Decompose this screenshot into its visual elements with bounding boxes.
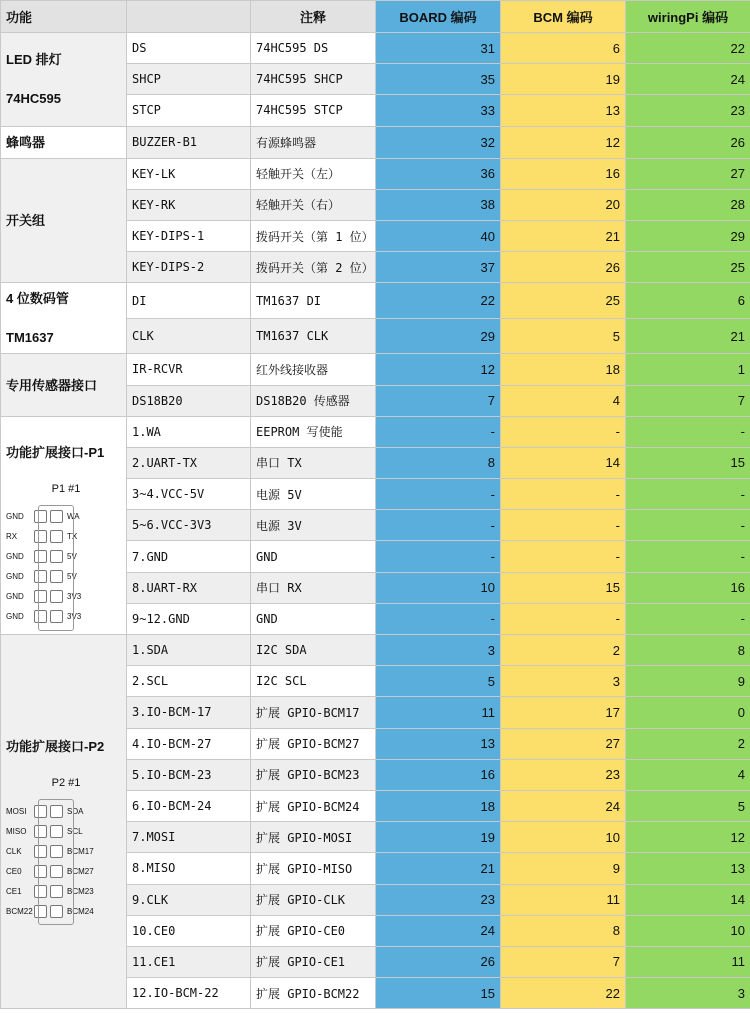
pin-label-right: 5V xyxy=(67,572,77,582)
cell-bcm: 4 xyxy=(501,385,626,416)
cell-name: KEY-DIPS-2 xyxy=(127,252,251,283)
cell-note: 扩展 GPIO-BCM22 xyxy=(251,978,376,1009)
pin-label-right: TX xyxy=(67,532,78,542)
cell-bcm: 26 xyxy=(501,252,626,283)
table-row xyxy=(1,126,750,158)
cell-board: 29 xyxy=(376,318,501,354)
cell-wpi: 27 xyxy=(626,158,750,189)
cell-note: 74HC595 STCP xyxy=(251,95,376,126)
cell-name: 8.MISO xyxy=(127,853,251,884)
cell-board: 5 xyxy=(376,666,501,697)
cell-board: 16 xyxy=(376,759,501,790)
cell-name: 3.IO-BCM-17 xyxy=(127,697,251,728)
cell-bcm: - xyxy=(501,479,626,510)
cell-board: - xyxy=(376,603,501,634)
table-header-row xyxy=(1,1,750,33)
cell-bcm: 16 xyxy=(501,158,626,189)
cell-wpi: 2 xyxy=(626,728,750,759)
pin-label-left: GND xyxy=(6,512,24,522)
cell-board: 31 xyxy=(376,33,501,64)
cell-note: 扩展 GPIO-BCM24 xyxy=(251,790,376,821)
cell-note: 串口 RX xyxy=(251,572,376,603)
pin-label-right: SDA xyxy=(67,806,84,816)
cell-note: 电源 3V xyxy=(251,510,376,541)
cell-bcm: 3 xyxy=(501,666,626,697)
cell-wpi: - xyxy=(626,416,750,447)
cell-wpi: 6 xyxy=(626,283,750,319)
table-row xyxy=(1,158,750,189)
cell-bcm: 19 xyxy=(501,64,626,95)
cell-board: 26 xyxy=(376,946,501,977)
cell-note: I2C SDA xyxy=(251,635,376,666)
cell-note: 串口 TX xyxy=(251,447,376,478)
cell-board: - xyxy=(376,541,501,572)
cell-bcm: 21 xyxy=(501,220,626,251)
cell-note: 扩展 GPIO-BCM23 xyxy=(251,759,376,790)
cell-board: - xyxy=(376,510,501,541)
cell-bcm: 6 xyxy=(501,33,626,64)
pin-label-right: SCL xyxy=(67,826,83,836)
group-label: 开关组 xyxy=(6,212,46,228)
pin-label-left: BCM22 xyxy=(6,906,33,916)
pin-label-right: 5V xyxy=(67,552,77,562)
cell-note: 扩展 GPIO-BCM17 xyxy=(251,697,376,728)
cell-name: 1.WA xyxy=(127,416,251,447)
cell-board: 35 xyxy=(376,64,501,95)
group-led xyxy=(1,33,127,127)
table-row xyxy=(1,354,750,385)
cell-name: IR-RCVR xyxy=(127,354,251,385)
cell-bcm: 23 xyxy=(501,759,626,790)
cell-wpi: 24 xyxy=(626,64,750,95)
cell-bcm: 8 xyxy=(501,915,626,946)
cell-board: 10 xyxy=(376,572,501,603)
group-label: 功能扩展接口-P1 xyxy=(6,444,105,460)
cell-wpi: - xyxy=(626,479,750,510)
pin-label-left: GND xyxy=(6,592,24,602)
cell-bcm: - xyxy=(501,510,626,541)
cell-name: DI xyxy=(127,283,251,319)
cell-wpi: - xyxy=(626,510,750,541)
cell-board: 7 xyxy=(376,385,501,416)
group-label: TM1637 xyxy=(6,330,54,346)
cell-bcm: 17 xyxy=(501,697,626,728)
cell-name: 2.UART-TX xyxy=(127,447,251,478)
cell-bcm: 5 xyxy=(501,318,626,354)
cell-name: 10.CE0 xyxy=(127,915,251,946)
cell-wpi: 10 xyxy=(626,915,750,946)
cell-board: 40 xyxy=(376,220,501,251)
group-p2 xyxy=(1,635,127,1009)
cell-name: 1.SDA xyxy=(127,635,251,666)
cell-note: 扩展 GPIO-CLK xyxy=(251,884,376,915)
pin-label-right: BCM27 xyxy=(67,866,94,876)
p1-diagram-pin-header xyxy=(6,474,126,627)
cell-wpi: 25 xyxy=(626,252,750,283)
cell-bcm: - xyxy=(501,416,626,447)
cell-name: BUZZER-B1 xyxy=(127,126,251,158)
header-bcm: BCM 编码 xyxy=(501,1,626,33)
table-row xyxy=(1,283,750,319)
cell-bcm: 25 xyxy=(501,283,626,319)
cell-board: 37 xyxy=(376,252,501,283)
cell-wpi: 5 xyxy=(626,790,750,821)
cell-name: 11.CE1 xyxy=(127,946,251,977)
pin-label-right: BCM23 xyxy=(67,886,94,896)
pin-label-left: MISO xyxy=(6,826,27,836)
cell-note: 轻触开关（右） xyxy=(251,189,376,220)
cell-name: 4.IO-BCM-27 xyxy=(127,728,251,759)
table-row xyxy=(1,33,750,64)
cell-board: 18 xyxy=(376,790,501,821)
group-seg xyxy=(1,283,127,354)
cell-board: - xyxy=(376,416,501,447)
cell-name: STCP xyxy=(127,95,251,126)
cell-note: I2C SCL xyxy=(251,666,376,697)
cell-bcm: 13 xyxy=(501,95,626,126)
cell-board: 13 xyxy=(376,728,501,759)
cell-note: 74HC595 SHCP xyxy=(251,64,376,95)
pin-label-left: RX xyxy=(6,532,18,542)
cell-wpi: - xyxy=(626,541,750,572)
cell-name: 12.IO-BCM-22 xyxy=(127,978,251,1009)
cell-wpi: 11 xyxy=(626,946,750,977)
header-wiringpi: wiringPi 编码 xyxy=(626,1,750,33)
group-label: 74HC595 xyxy=(6,91,61,107)
cell-name: 7.MOSI xyxy=(127,822,251,853)
cell-note: 74HC595 DS xyxy=(251,33,376,64)
cell-wpi: 8 xyxy=(626,635,750,666)
cell-wpi: 28 xyxy=(626,189,750,220)
cell-wpi: 9 xyxy=(626,666,750,697)
cell-name: DS18B20 xyxy=(127,385,251,416)
cell-board: - xyxy=(376,479,501,510)
cell-name: 7.GND xyxy=(127,541,251,572)
cell-board: 23 xyxy=(376,884,501,915)
cell-wpi: 16 xyxy=(626,572,750,603)
cell-bcm: 22 xyxy=(501,978,626,1009)
cell-name: DS xyxy=(127,33,251,64)
cell-wpi: 4 xyxy=(626,759,750,790)
cell-note: 扩展 GPIO-CE0 xyxy=(251,915,376,946)
pin-label-left: GND xyxy=(6,552,24,562)
cell-wpi: 21 xyxy=(626,318,750,354)
cell-note: 电源 5V xyxy=(251,479,376,510)
header-board: BOARD 编码 xyxy=(376,1,501,33)
cell-bcm: 2 xyxy=(501,635,626,666)
group-p1 xyxy=(1,416,127,634)
pin-header-title: P2 #1 xyxy=(51,777,81,789)
cell-wpi: - xyxy=(626,603,750,634)
cell-board: 12 xyxy=(376,354,501,385)
cell-note: 扩展 GPIO-BCM27 xyxy=(251,728,376,759)
cell-wpi: 12 xyxy=(626,822,750,853)
group-switch xyxy=(1,158,127,283)
cell-note: 轻触开关（左） xyxy=(251,158,376,189)
table-row xyxy=(1,416,750,447)
cell-wpi: 26 xyxy=(626,126,750,158)
cell-note: TM1637 DI xyxy=(251,283,376,319)
cell-note: DS18B20 传感器 xyxy=(251,385,376,416)
cell-bcm: 7 xyxy=(501,946,626,977)
pin-label-left: CLK xyxy=(6,846,22,856)
header-function: 功能 xyxy=(1,1,127,33)
cell-board: 8 xyxy=(376,447,501,478)
cell-name: 8.UART-RX xyxy=(127,572,251,603)
cell-wpi: 23 xyxy=(626,95,750,126)
cell-bcm: 10 xyxy=(501,822,626,853)
table-row xyxy=(1,635,750,666)
pin-label-right: BCM24 xyxy=(67,906,94,916)
pin-label-right: WA xyxy=(67,512,80,522)
pin-label-right: 3V3 xyxy=(67,612,82,622)
group-label: 功能扩展接口-P2 xyxy=(6,739,105,754)
cell-wpi: 15 xyxy=(626,447,750,478)
group-label: 专用传感器接口 xyxy=(6,377,98,393)
pin-label-left: CE1 xyxy=(6,886,22,896)
header-name xyxy=(127,1,251,33)
pin-label-right: BCM17 xyxy=(67,846,94,856)
cell-note: 扩展 GPIO-CE1 xyxy=(251,946,376,977)
cell-note: GND xyxy=(251,603,376,634)
cell-wpi: 0 xyxy=(626,697,750,728)
cell-bcm: - xyxy=(501,541,626,572)
cell-name: 5~6.VCC-3V3 xyxy=(127,510,251,541)
cell-note: TM1637 CLK xyxy=(251,318,376,354)
group-buzzer xyxy=(1,126,127,158)
group-label: 4 位数码管 xyxy=(6,291,69,307)
pin-label-left: CE0 xyxy=(6,866,22,876)
cell-note: 拨码开关（第 2 位） xyxy=(251,252,376,283)
cell-wpi: 13 xyxy=(626,853,750,884)
cell-wpi: 22 xyxy=(626,33,750,64)
cell-bcm: 11 xyxy=(501,884,626,915)
cell-board: 32 xyxy=(376,126,501,158)
cell-board: 33 xyxy=(376,95,501,126)
cell-board: 15 xyxy=(376,978,501,1009)
cell-name: KEY-RK xyxy=(127,189,251,220)
group-sensor xyxy=(1,354,127,416)
p2-diagram-pin-header xyxy=(6,768,126,921)
cell-name: 9.CLK xyxy=(127,884,251,915)
cell-name: 3~4.VCC-5V xyxy=(127,479,251,510)
cell-name: 6.IO-BCM-24 xyxy=(127,790,251,821)
cell-board: 3 xyxy=(376,635,501,666)
group-label: 蜂鸣器 xyxy=(6,134,46,150)
cell-bcm: 18 xyxy=(501,354,626,385)
cell-board: 36 xyxy=(376,158,501,189)
cell-bcm: 15 xyxy=(501,572,626,603)
cell-board: 11 xyxy=(376,697,501,728)
cell-board: 19 xyxy=(376,822,501,853)
cell-wpi: 29 xyxy=(626,220,750,251)
cell-note: EEPROM 写使能 xyxy=(251,416,376,447)
cell-bcm: 24 xyxy=(501,790,626,821)
cell-bcm: 9 xyxy=(501,853,626,884)
pin-label-right: 3V3 xyxy=(67,592,82,602)
cell-name: SHCP xyxy=(127,64,251,95)
cell-board: 38 xyxy=(376,189,501,220)
cell-bcm: - xyxy=(501,603,626,634)
cell-wpi: 7 xyxy=(626,385,750,416)
pin-label-left: MOSI xyxy=(6,806,27,816)
cell-name: 5.IO-BCM-23 xyxy=(127,759,251,790)
cell-board: 24 xyxy=(376,915,501,946)
cell-wpi: 14 xyxy=(626,884,750,915)
cell-bcm: 20 xyxy=(501,189,626,220)
pin-header-title: P1 #1 xyxy=(51,482,81,495)
header-note: 注释 xyxy=(251,1,376,33)
cell-board: 21 xyxy=(376,853,501,884)
cell-name: KEY-LK xyxy=(127,158,251,189)
cell-name: 2.SCL xyxy=(127,666,251,697)
pin-label-left: GND xyxy=(6,612,24,622)
cell-wpi: 1 xyxy=(626,354,750,385)
cell-bcm: 12 xyxy=(501,126,626,158)
cell-bcm: 14 xyxy=(501,447,626,478)
cell-note: 红外线接收器 xyxy=(251,354,376,385)
pin-label-left: GND xyxy=(6,572,24,582)
cell-name: 9~12.GND xyxy=(127,603,251,634)
cell-bcm: 27 xyxy=(501,728,626,759)
cell-name: KEY-DIPS-1 xyxy=(127,220,251,251)
cell-note: 扩展 GPIO-MISO xyxy=(251,853,376,884)
group-label: LED 排灯 xyxy=(6,52,62,68)
cell-note: 扩展 GPIO-MOSI xyxy=(251,822,376,853)
cell-note: GND xyxy=(251,541,376,572)
cell-board: 22 xyxy=(376,283,501,319)
cell-note: 有源蜂鸣器 xyxy=(251,126,376,158)
cell-note: 拨码开关（第 1 位） xyxy=(251,220,376,251)
cell-wpi: 3 xyxy=(626,978,750,1009)
cell-name: CLK xyxy=(127,318,251,354)
